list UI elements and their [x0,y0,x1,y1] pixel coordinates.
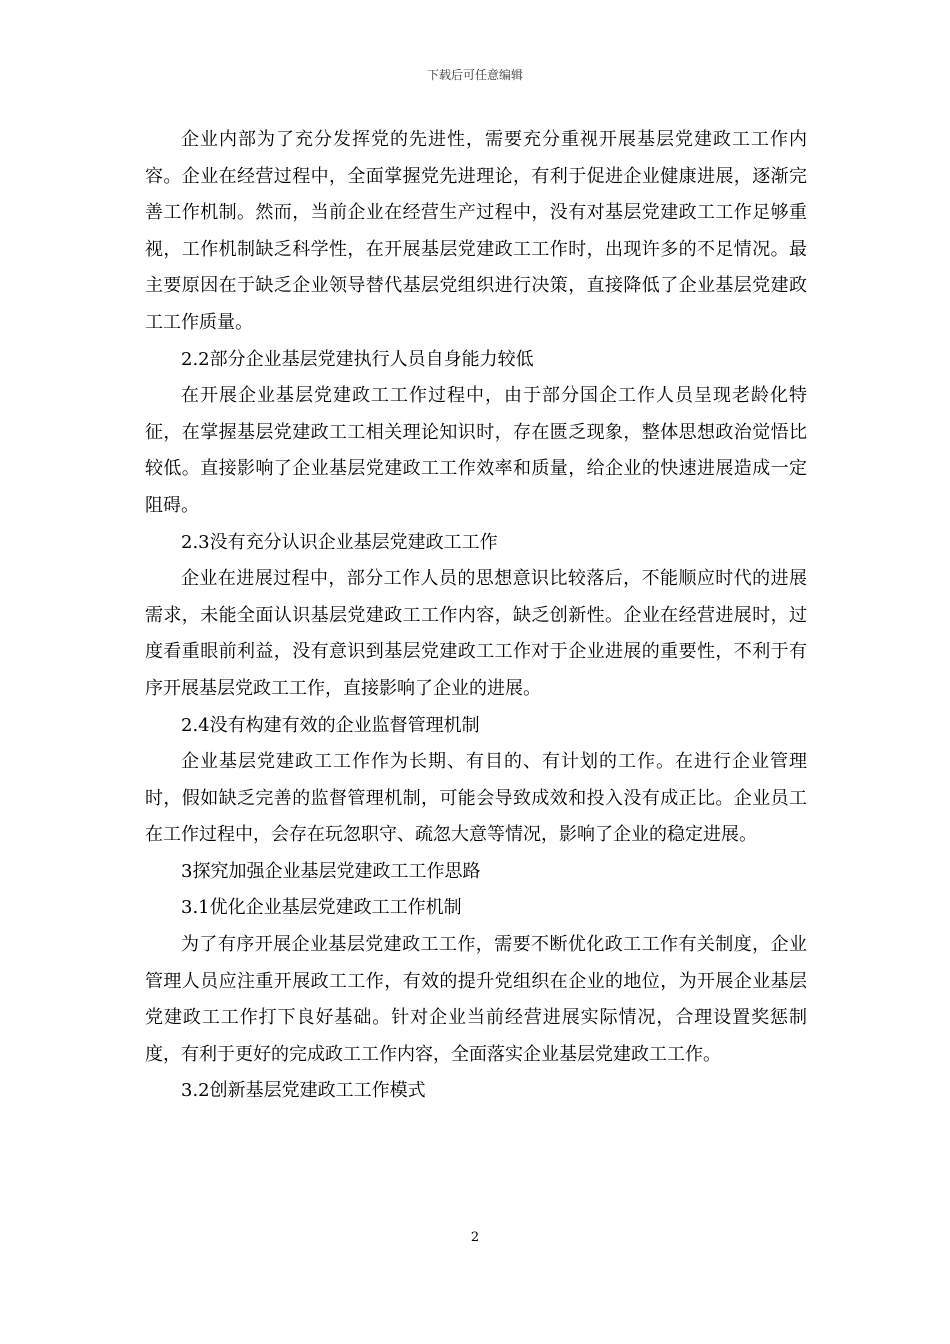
page-number: 2 [470,1230,480,1245]
section-heading-2-3: 2.3没有充分认识企业基层党建政工工作 [181,531,498,553]
body-paragraph: 在开展企业基层党建政工工作过程中，由于部分国企工作人员呈现老龄化特征，在掌握基层党建政工工相关理论知识时，存在匮乏现象，整体思想政治觉悟比较低。直接影响了企业基层党建政工工作效率和质量，给企业的快速进展造成一定阻碍。 [145,385,807,516]
document-body [145,122,807,1110]
section-heading-3: 3探究加强企业基层党建政工工作思路 [181,860,481,882]
page-header-note: 下载后可任意编辑 [426,68,523,82]
body-paragraph: 企业基层党建政工工作作为长期、有目的、有计划的工作。在进行企业管理时，假如缺乏完善的监督管理机制，可能会导致成效和投入没有成正比。企业员工在工作过程中，会存在玩忽职守、疏忽大意等情况，影响了企业的稳定进展。 [145,751,807,846]
section-heading-3-1: 3.1优化企业基层党建政工工作机制 [181,897,462,919]
body-paragraph: 企业在进展过程中，部分工作人员的思想意识比较落后，不能顺应时代的进展需求，未能全面认识基层党建政工工作内容，缺乏创新性。企业在经营进展时，过度看重眼前利益，没有意识到基层党建政工工作对于企业进展的重要性，不利于有序开展基层党政工工作，直接影响了企业的进展。 [145,568,807,699]
body-paragraph: 企业内部为了充分发挥党的先进性，需要充分重视开展基层党建政工工作内容。企业在经营过程中，全面掌握党先进理论，有利于促进企业健康进展，逐渐完善工作机制。然而，当前企业在经营生产过程中，没有对基层党建政工工作足够重视，工作机制缺乏科学性，在开展基层党建政工工作时，出现许多的不足情况。最主要原因在于缺乏企业领导替代基层党组织进行决策，直接降低了企业基层党建政工工作质量。 [145,129,807,333]
body-paragraph: 为了有序开展企业基层党建政工工作，需要不断优化政工工作有关制度，企业管理人员应注重开展政工工作，有效的提升党组织在企业的地位，为开展企业基层党建政工工作打下良好基础。针对企业当前经营进展实际情况，合理设置奖惩制度，有利于更好的完成政工工作内容，全面落实企业基层党建政工工作。 [145,934,807,1065]
section-heading-2-4: 2.4没有构建有效的企业监督管理机制 [181,714,480,736]
section-heading-2-2: 2.2部分企业基层党建执行人员自身能力较低 [181,348,534,370]
section-heading-3-2: 3.2创新基层党建政工工作模式 [181,1080,426,1102]
